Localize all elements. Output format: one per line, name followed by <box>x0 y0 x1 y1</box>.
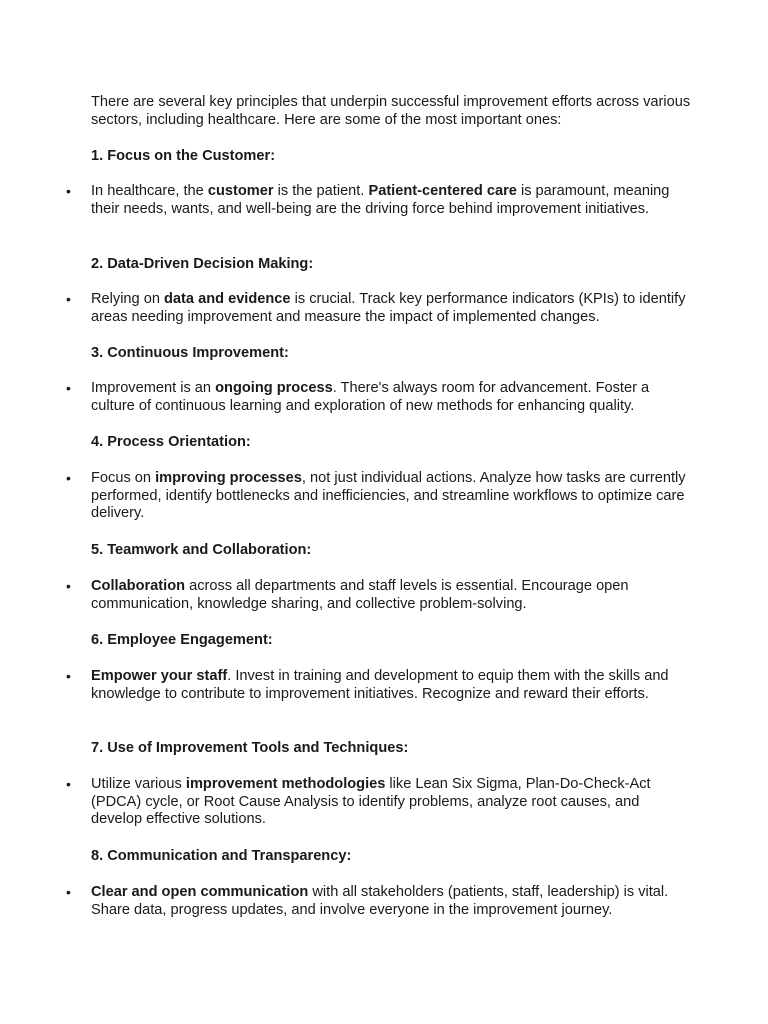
heading-text: 5. Teamwork and Collaboration: <box>91 542 312 558</box>
body-text: . Invest in training and development to equip them with the skills and knowledge to contribute to improvement initiatives. Recognize and reward their efforts. <box>91 668 669 702</box>
body-text: is paramount, meaning their needs, wants, and well-being are the driving force behind improvement initiatives. <box>91 183 670 217</box>
body-text: is the patient. <box>273 183 369 199</box>
section-body <box>91 380 691 415</box>
section-heading <box>91 256 691 274</box>
body-text-bold: Empower your staff <box>91 668 228 684</box>
body-text: Relying on <box>91 291 165 307</box>
bullet-icon: • <box>66 291 71 307</box>
bullet-icon: • <box>66 668 71 684</box>
body-text: Focus on <box>91 470 156 486</box>
section-body <box>91 183 691 218</box>
body-text-bold: customer <box>207 183 274 199</box>
section-body <box>91 776 691 829</box>
bullet-icon: • <box>66 578 71 594</box>
section-heading <box>91 434 691 452</box>
heading-text: 3. Continuous Improvement: <box>91 345 289 361</box>
section-body <box>91 578 691 613</box>
section-body <box>91 668 691 703</box>
heading-text: 4. Process Orientation: <box>91 434 251 450</box>
body-text-bold: improving processes <box>155 470 302 486</box>
section-heading <box>91 148 691 166</box>
body-text-bold: data and evidence <box>164 291 291 307</box>
body-text: Utilize various <box>91 776 186 792</box>
section-body <box>91 291 691 326</box>
bullet-icon: • <box>66 884 71 900</box>
body-text: In healthcare, the <box>91 183 208 199</box>
section-heading <box>91 848 691 866</box>
body-text-bold: improvement methodologies <box>185 776 386 792</box>
body-text: across all departments and staff levels is essential. Encourage open communication, knowledge sharing, and collective problem-solving. <box>91 578 629 612</box>
section-heading <box>91 542 691 560</box>
bullet-icon: • <box>66 183 71 199</box>
section-heading <box>91 740 691 758</box>
section-heading <box>91 632 691 650</box>
heading-text: 7. Use of Improvement Tools and Techniques: <box>91 740 409 756</box>
body-text: , not just individual actions. Analyze how tasks are currently performed, identify bottlenecks and inefficiencies, and streamline workflows to optimize care delivery. <box>91 470 686 522</box>
bullet-icon: • <box>66 776 71 792</box>
intro-paragraph: There are several key principles that underpin successful improvement efforts across various sectors, including healthcare. Here are some of the most important ones: <box>91 94 691 128</box>
body-text: is crucial. Track key performance indicators (KPIs) to identify areas needing improvement and measure the impact of implemented changes. <box>91 291 686 325</box>
section-body <box>91 884 691 919</box>
body-text-bold: Clear and open communication <box>91 884 309 900</box>
heading-text: 6. Employee Engagement: <box>91 632 273 648</box>
section-body <box>91 470 691 523</box>
heading-text: 8. Communication and Transparency: <box>91 848 352 864</box>
body-text-bold: Patient-centered care <box>368 183 517 199</box>
heading-text: 2. Data-Driven Decision Making: <box>91 256 314 272</box>
bullet-icon: • <box>66 380 71 396</box>
body-text: with all stakeholders (patients, staff, leadership) is vital. Share data, progress updates, and involve everyone in the improvement journey. <box>91 884 669 918</box>
body-text: Improvement is an <box>91 380 216 396</box>
section-heading <box>91 345 691 363</box>
bullet-icon: • <box>66 470 71 486</box>
heading-text: 1. Focus on the Customer: <box>91 148 276 164</box>
body-text: like Lean Six Sigma, Plan-Do-Check-Act (PDCA) cycle, or Root Cause Analysis to identify problems, analyze root causes, and develop effective solutions. <box>91 776 651 828</box>
body-text-bold: ongoing process <box>215 380 333 396</box>
body-text-bold: Collaboration <box>91 578 186 594</box>
body-text: . There's always room for advancement. Foster a culture of continuous learning and exploration of new methods for enhancing quality. <box>91 380 650 414</box>
